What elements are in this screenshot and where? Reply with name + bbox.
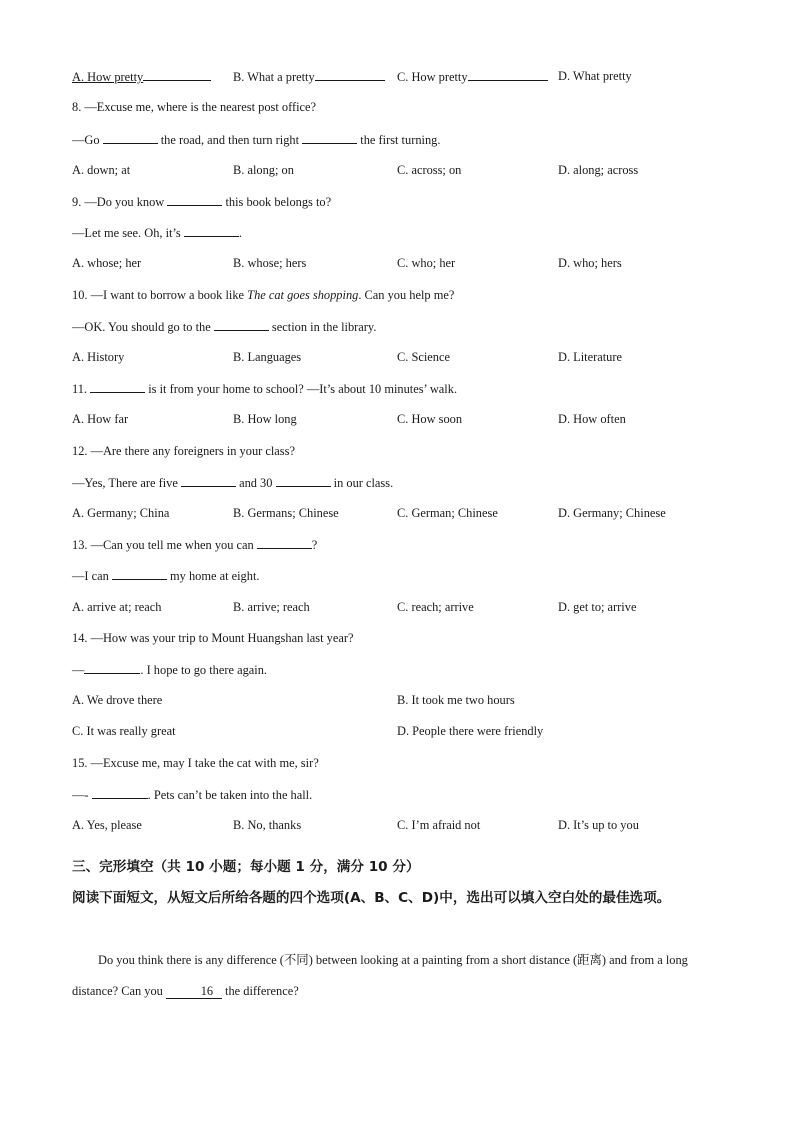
q8-response: —Go the road, and then turn right the first turning. bbox=[72, 133, 441, 147]
q11-option-d[interactable]: D. How often bbox=[558, 412, 626, 426]
q10-prompt: 10. —I want to borrow a book like The cat goes shopping. Can you help me? bbox=[72, 288, 455, 302]
q12-option-a[interactable]: A. Germany; China bbox=[72, 506, 170, 520]
cloze-passage: Do you think there is any difference (不同) between looking at a painting from a short distance (距离) and from a long distance? Can you 16 the difference? bbox=[72, 953, 688, 998]
answer-blank[interactable] bbox=[181, 474, 236, 487]
q12-option-b[interactable]: B. Germans; Chinese bbox=[233, 506, 339, 520]
q13-option-d[interactable]: D. get to; arrive bbox=[558, 600, 637, 614]
q8-option-b[interactable]: B. along; on bbox=[233, 163, 294, 177]
q14-option-d[interactable]: D. People there were friendly bbox=[397, 724, 544, 738]
q9-option-c[interactable]: C. who; her bbox=[397, 256, 456, 270]
q7-option-d[interactable]: D. What pretty bbox=[558, 69, 632, 83]
q13-option-b[interactable]: B. arrive; reach bbox=[233, 600, 310, 614]
q10-option-a[interactable]: A. History bbox=[72, 350, 125, 364]
cloze-blank-16[interactable]: 16 bbox=[166, 984, 222, 999]
q15-option-d[interactable]: D. It’s up to you bbox=[558, 818, 639, 832]
answer-blank[interactable] bbox=[257, 536, 312, 549]
answer-blank[interactable] bbox=[90, 380, 145, 393]
q10-option-b[interactable]: B. Languages bbox=[233, 350, 302, 364]
q11-option-a[interactable]: A. How far bbox=[72, 412, 129, 426]
q14-prompt: 14. —How was your trip to Mount Huangshan last year? bbox=[72, 631, 354, 645]
q7-option-a[interactable]: A. How pretty bbox=[72, 68, 211, 85]
q10-response: —OK. You should go to the section in the library. bbox=[72, 320, 377, 334]
q8-prompt: 8. —Excuse me, where is the nearest post office? bbox=[72, 100, 317, 114]
q12-option-d[interactable]: D. Germany; Chinese bbox=[558, 506, 666, 520]
answer-blank[interactable] bbox=[276, 474, 331, 487]
q11-option-b[interactable]: B. How long bbox=[233, 412, 297, 426]
answer-blank[interactable] bbox=[302, 131, 357, 144]
q7-option-b[interactable]: B. What a pretty bbox=[233, 68, 385, 85]
q13-option-a[interactable]: A. arrive at; reach bbox=[72, 600, 162, 614]
q9-response: —Let me see. Oh, it’s . bbox=[72, 226, 242, 240]
q15-option-c[interactable]: C. I’m afraid not bbox=[397, 818, 481, 832]
answer-blank[interactable] bbox=[167, 193, 222, 206]
section-title: 三、完形填空（共 10 小题；每小题 1 分，满分 10 分） bbox=[72, 859, 420, 875]
answer-blank[interactable] bbox=[92, 786, 148, 799]
q14-option-a[interactable]: A. We drove there bbox=[72, 693, 163, 707]
q8-option-d[interactable]: D. along; across bbox=[558, 163, 639, 177]
q11-option-c[interactable]: C. How soon bbox=[397, 412, 463, 426]
q9-option-a[interactable]: A. whose; her bbox=[72, 256, 142, 270]
answer-blank[interactable] bbox=[214, 318, 269, 331]
q13-prompt: 13. —Can you tell me when you can ? bbox=[72, 538, 318, 552]
answer-blank[interactable] bbox=[84, 661, 140, 674]
q12-option-c[interactable]: C. German; Chinese bbox=[397, 506, 498, 520]
q11-prompt: 11. is it from your home to school? —It’s about 10 minutes’ walk. bbox=[72, 382, 458, 396]
section-instruction: 阅读下面短文，从短文后所给各题的四个选项(A、B、C、D)中，选出可以填入空白处的最佳选项。 bbox=[72, 890, 671, 906]
q12-prompt: 12. —Are there any foreigners in your class? bbox=[72, 444, 295, 458]
book-title: The cat goes shopping bbox=[247, 288, 359, 302]
q13-option-c[interactable]: C. reach; arrive bbox=[397, 600, 474, 614]
q8-option-a[interactable]: A. down; at bbox=[72, 163, 131, 177]
q9-option-d[interactable]: D. who; hers bbox=[558, 256, 622, 270]
q15-prompt: 15. —Excuse me, may I take the cat with me, sir? bbox=[72, 756, 319, 770]
q7-option-c[interactable]: C. How pretty bbox=[397, 68, 548, 85]
q9-prompt: 9. —Do you know this book belongs to? bbox=[72, 195, 332, 209]
q15-response: —- . Pets can’t be taken into the hall. bbox=[72, 788, 313, 802]
q12-response: —Yes, There are five and 30 in our class. bbox=[72, 476, 394, 490]
q14-response: — . I hope to go there again. bbox=[72, 663, 268, 677]
q13-response: —I can my home at eight. bbox=[72, 569, 260, 583]
q9-option-b[interactable]: B. whose; hers bbox=[233, 256, 307, 270]
answer-blank[interactable] bbox=[112, 567, 167, 580]
q10-option-d[interactable]: D. Literature bbox=[558, 350, 622, 364]
q15-option-a[interactable]: A. Yes, please bbox=[72, 818, 142, 832]
q8-option-c[interactable]: C. across; on bbox=[397, 163, 462, 177]
q14-option-c[interactable]: C. It was really great bbox=[72, 724, 176, 738]
q15-option-b[interactable]: B. No, thanks bbox=[233, 818, 302, 832]
q10-option-c[interactable]: C. Science bbox=[397, 350, 450, 364]
answer-blank[interactable] bbox=[184, 224, 239, 237]
answer-blank[interactable] bbox=[103, 131, 158, 144]
q14-option-b[interactable]: B. It took me two hours bbox=[397, 693, 515, 707]
